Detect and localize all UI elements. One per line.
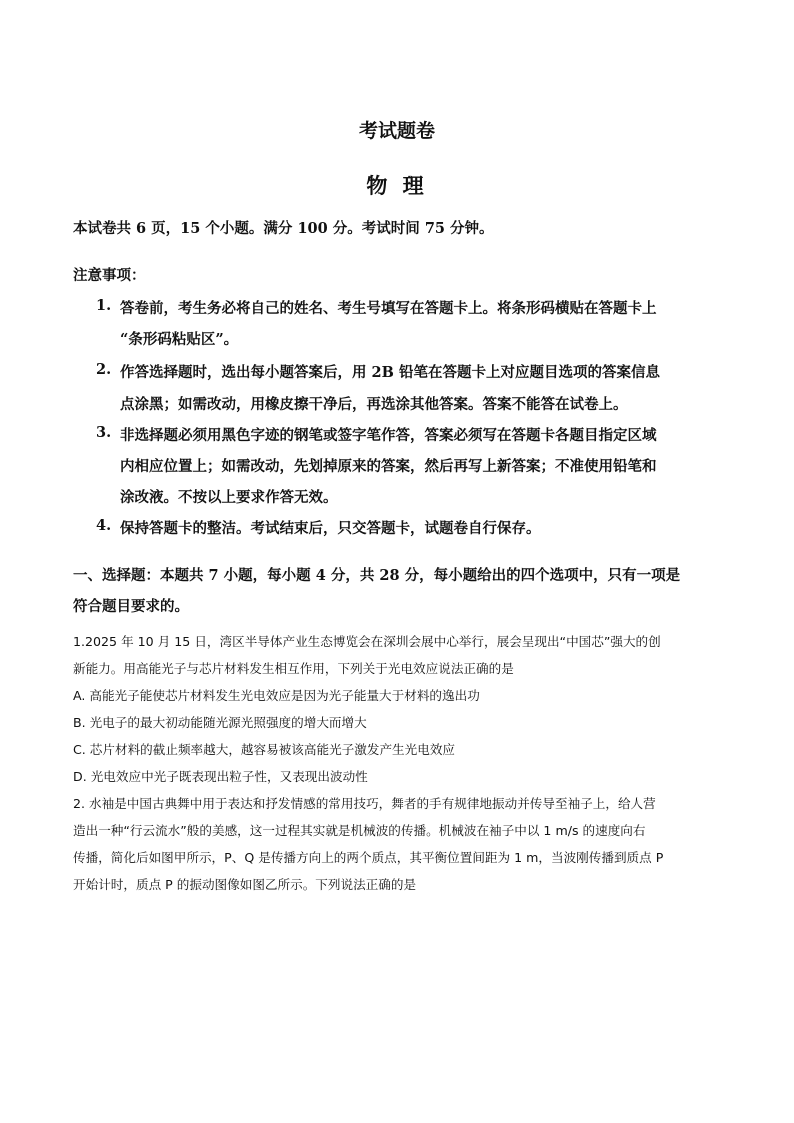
notice-heading: 注意事项：	[73, 267, 146, 284]
notice-item-text: 内相应位置上；如需改动，先划掉原来的答案，然后再写上新答案；不准使用铅笔和	[120, 458, 657, 475]
section-heading: 一、选择题：本题共 7 小题，每小题 4 分，共 28 分，每小题给出的四个选项中，只有一项是	[73, 567, 681, 584]
notice-item-number: 1.	[96, 297, 112, 314]
question-stem: 传播，简化后如图甲所示，P、Q 是传播方向上的两个质点，其平衡位置间距为 1 m，当波刚传播到质点 P	[73, 850, 664, 865]
notice-item-text: 答卷前，考生务必将自己的姓名、考生号填写在答题卡上。将条形码横贴在答题卡上	[120, 300, 657, 317]
notice-item-text: 点涂黑；如需改动，用橡皮擦干净后，再选涂其他答案。答案不能答在试卷上。	[120, 396, 628, 413]
option-d: D. 光电效应中光子既表现出粒子性，又表现出波动性	[73, 769, 368, 784]
subject-title: 物 理	[366, 173, 428, 198]
section-heading-cont: 符合题目要求的。	[73, 598, 189, 615]
notice-item-text: 保持答题卡的整洁。考试结束后，只交答题卡，试题卷自行保存。	[120, 520, 541, 537]
notice-item-number: 3.	[96, 424, 112, 441]
question-stem: 开始计时，质点 P 的振动图像如图乙所示。下列说法正确的是	[73, 877, 417, 892]
exam-intro: 本试卷共 6 页，15 个小题。满分 100 分。考试时间 75 分钟。	[73, 220, 494, 237]
notice-item-text: “条形码粘贴区”。	[120, 331, 239, 348]
question-stem: 2. 水袖是中国古典舞中用于表达和抒发情感的常用技巧，舞者的手有规律地振动并传导至袖子上，给人营	[73, 796, 656, 811]
notice-item-number: 4.	[96, 517, 112, 534]
notice-item-text: 作答选择题时，选出每小题答案后，用 2B 铅笔在答题卡上对应题目选项的答案信息	[120, 364, 660, 381]
notice-item-number: 2.	[96, 361, 112, 378]
option-c: C. 芯片材料的截止频率越大，越容易被该高能光子激发产生光电效应	[73, 742, 456, 757]
option-a: A. 高能光子能使芯片材料发生光电效应是因为光子能量大于材料的逸出功	[73, 688, 480, 703]
notice-item-text: 涂改液。不按以上要求作答无效。	[120, 489, 338, 506]
question-stem: 1.2025 年 10 月 15 日，湾区半导体产业生态博览会在深圳会展中心举行，展会呈现出“中国芯”强大的创	[73, 634, 661, 649]
question-stem: 新能力。用高能光子与芯片材料发生相互作用，下列关于光电效应说法正确的是	[73, 661, 514, 676]
notice-item-text: 非选择题必须用黑色字迹的钢笔或签字笔作答，答案必须写在答题卡各题目指定区域	[120, 427, 657, 444]
exam-title: 考试题卷	[358, 120, 435, 142]
option-b: B. 光电子的最大初动能随光源光照强度的增大而增大	[73, 715, 367, 730]
question-stem: 造出一种“行云流水”般的美感，这一过程其实就是机械波的传播。机械波在袖子中以 1 m/s 的速度向右	[73, 823, 646, 838]
